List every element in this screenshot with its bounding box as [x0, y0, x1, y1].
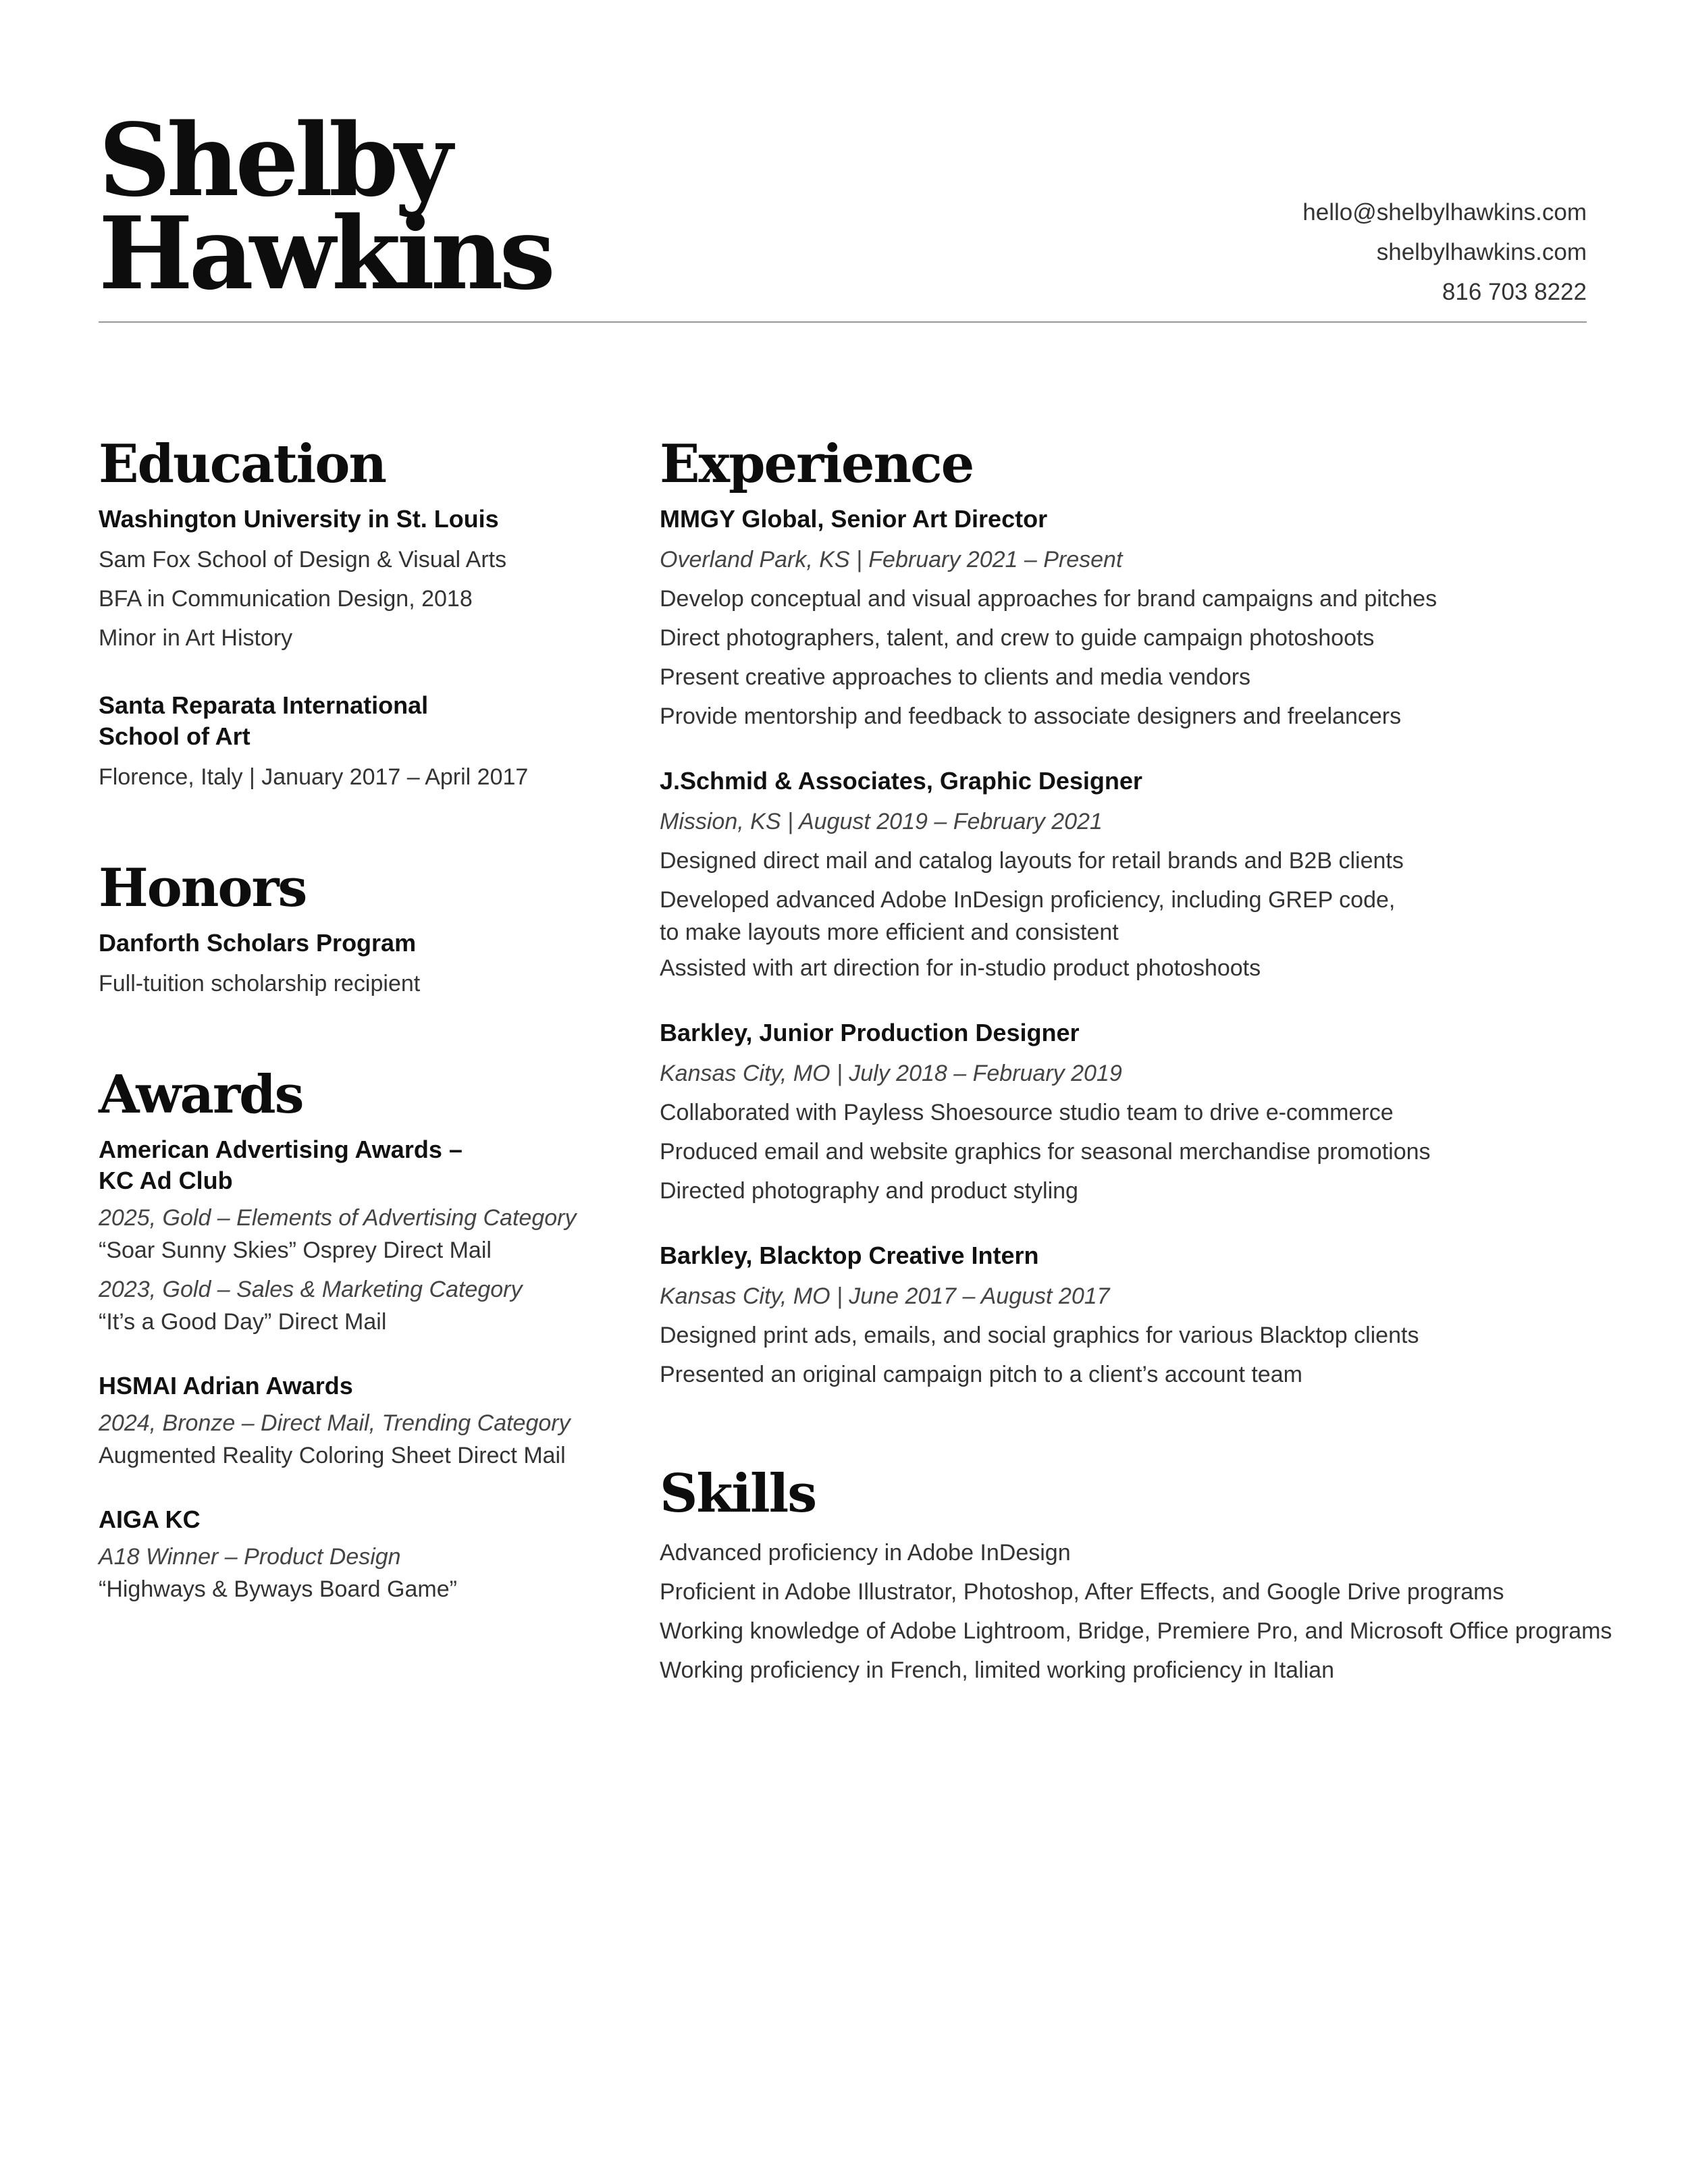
- award-work: “Soar Sunny Skies” Osprey Direct Mail: [99, 1237, 492, 1263]
- role-bullet: to make layouts more efficient and consistent: [660, 920, 1119, 945]
- role-meta: Kansas City, MO | July 2018 – February 2019: [660, 1061, 1122, 1086]
- role-title: Barkley, Junior Production Designer: [660, 1019, 1080, 1046]
- education-section: [99, 432, 639, 797]
- experience-section: [660, 432, 1605, 1394]
- award-org: KC Ad Club: [99, 1167, 233, 1194]
- role-bullet: Provide mentorship and feedback to associate designers and freelancers: [660, 703, 1402, 729]
- last-name: Hawkins: [99, 194, 552, 312]
- role-bullet: Designed print ads, emails, and social graphics for various Blacktop clients: [660, 1323, 1419, 1348]
- honor-name: Danforth Scholars Program: [99, 929, 417, 957]
- header-divider: [99, 321, 1587, 323]
- award-category: A18 Winner – Product Design: [99, 1544, 401, 1570]
- award-category: 2025, Gold – Elements of Advertising Category: [99, 1205, 577, 1231]
- website-link[interactable]: shelbylhawkins.com: [1376, 239, 1587, 265]
- section-title-experience: Experience: [660, 433, 974, 495]
- awards-section: [99, 1063, 639, 1605]
- skill-item: Working knowledge of Adobe Lightroom, Bridge, Premiere Pro, and Microsoft Office programs: [660, 1618, 1612, 1644]
- role-meta: Overland Park, KS | February 2021 – Present: [660, 547, 1123, 572]
- first-name: Shelby: [99, 101, 449, 219]
- award-category: 2024, Bronze – Direct Mail, Trending Category: [99, 1410, 571, 1436]
- section-title-awards: Awards: [99, 1064, 303, 1125]
- skill-item: Advanced proficiency in Adobe InDesign: [660, 1540, 1071, 1566]
- role-title: MMGY Global, Senior Art Director: [660, 505, 1048, 533]
- school-name: Washington University in St. Louis: [99, 505, 499, 533]
- role-entry: [660, 1017, 1605, 1210]
- email-link[interactable]: hello@shelbylhawkins.com: [1302, 199, 1587, 225]
- role-entry: [660, 766, 1605, 988]
- award-work: “It’s a Good Day” Direct Mail: [99, 1309, 387, 1335]
- award-org: AIGA KC: [99, 1506, 201, 1533]
- education-detail: Sam Fox School of Design & Visual Arts: [99, 547, 507, 572]
- role-bullet: Designed direct mail and catalog layouts for retail brands and B2B clients: [660, 848, 1404, 874]
- role-bullet: Presented an original campaign pitch to a client’s account team: [660, 1362, 1302, 1387]
- education-detail: Florence, Italy | January 2017 – April 2017: [99, 764, 529, 790]
- role-bullet: Collaborated with Payless Shoesource studio team to drive e-commerce: [660, 1100, 1394, 1125]
- award-category: 2023, Gold – Sales & Marketing Category: [99, 1277, 523, 1302]
- award-work: Augmented Reality Coloring Sheet Direct Mail: [99, 1443, 566, 1468]
- role-bullet: Develop conceptual and visual approaches for brand campaigns and pitches: [660, 586, 1438, 612]
- skill-item: Proficient in Adobe Illustrator, Photoshop, After Effects, and Google Drive programs: [660, 1579, 1504, 1605]
- role-title: J.Schmid & Associates, Graphic Designer: [660, 767, 1142, 795]
- role-title: Barkley, Blacktop Creative Intern: [660, 1242, 1039, 1269]
- award-org: American Advertising Awards –: [99, 1136, 463, 1163]
- resume-name: [99, 101, 552, 312]
- contact-info: [1302, 192, 1587, 312]
- role-meta: Kansas City, MO | June 2017 – August 2017: [660, 1283, 1110, 1309]
- skills-section: [660, 1462, 1612, 1690]
- education-detail: Minor in Art History: [99, 625, 293, 651]
- section-title-education: Education: [99, 433, 386, 495]
- right-column: [660, 432, 1612, 1690]
- role-bullet: Assisted with art direction for in-studio product photoshoots: [660, 955, 1261, 981]
- education-detail: BFA in Communication Design, 2018: [99, 586, 473, 612]
- award-org: HSMAI Adrian Awards: [99, 1372, 353, 1400]
- role-bullet: Developed advanced Adobe InDesign proficiency, including GREP code,: [660, 887, 1396, 913]
- school-name: Santa Reparata International: [99, 691, 429, 719]
- section-title-skills: Skills: [660, 1463, 816, 1524]
- role-bullet: Directed photography and product styling: [660, 1178, 1078, 1204]
- role-bullet: Direct photographers, talent, and crew to guide campaign photoshoots: [660, 625, 1375, 651]
- phone-number: 816 703 8222: [1442, 279, 1587, 305]
- skill-item: Working proficiency in French, limited working proficiency in Italian: [660, 1657, 1334, 1683]
- left-column: [99, 432, 639, 1605]
- role-bullet: Produced email and website graphics for seasonal merchandise promotions: [660, 1139, 1431, 1165]
- honor-detail: Full-tuition scholarship recipient: [99, 971, 421, 996]
- section-title-honors: Honors: [99, 857, 307, 919]
- role-bullet: Present creative approaches to clients and media vendors: [660, 664, 1251, 690]
- role-entry: [660, 504, 1605, 736]
- school-name: School of Art: [99, 722, 250, 750]
- award-work: “Highways & Byways Board Game”: [99, 1576, 457, 1602]
- role-entry: [660, 1240, 1605, 1394]
- honors-section: [99, 856, 639, 1003]
- role-meta: Mission, KS | August 2019 – February 2021: [660, 809, 1103, 834]
